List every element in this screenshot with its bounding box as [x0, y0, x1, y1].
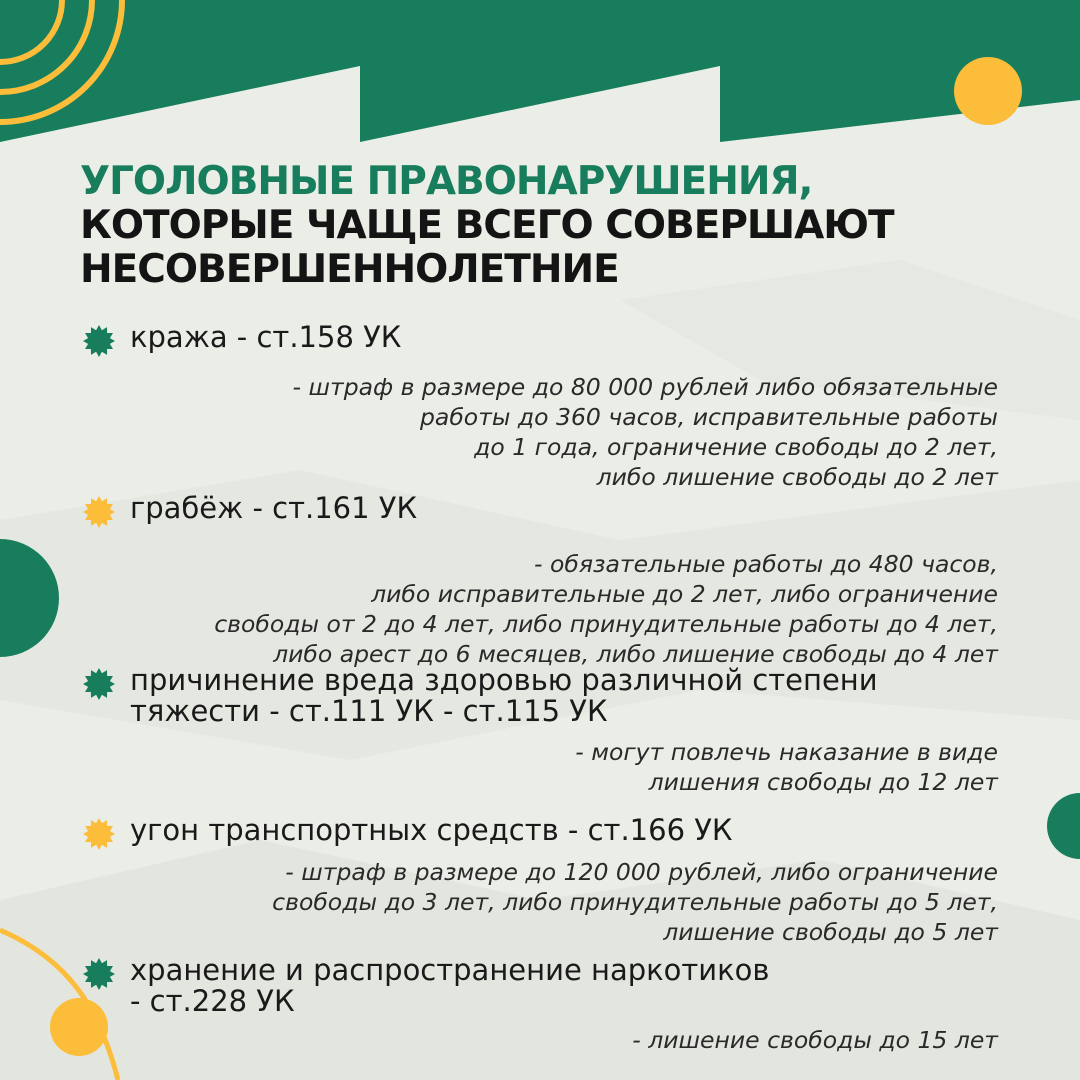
- desc-line: - обязательные работы до 480 часов,: [534, 550, 998, 578]
- item-description: [82, 857, 1000, 947]
- page-title: [80, 160, 894, 292]
- item-label: [130, 322, 401, 353]
- item-label: [130, 665, 878, 727]
- title-line-1: УГОЛОВНЫЕ ПРАВОНАРУШЕНИЯ,: [80, 159, 813, 204]
- item-label-line: причинение вреда здоровью различной степени: [130, 663, 878, 697]
- desc-line: либо арест до 6 месяцев, либо лишение свободы до 4 лет: [273, 640, 998, 668]
- desc-line: - могут повлечь наказание в виде: [575, 738, 998, 766]
- title-line-2: КОТОРЫЕ ЧАЩЕ ВСЕГО СОВЕРШАЮТ: [80, 203, 894, 248]
- green-starburst-icon: [82, 324, 116, 358]
- item-label-line: угон транспортных средств - ст.166 УК: [130, 813, 733, 847]
- item-label-line: грабёж - ст.161 УК: [130, 491, 418, 525]
- item-label-line: кража - ст.158 УК: [130, 320, 402, 354]
- desc-line: лишения свободы до 12 лет: [648, 768, 998, 796]
- yellow-circle-top-right: [954, 57, 1022, 125]
- desc-line: до 1 года, ограничение свободы до 2 лет,: [474, 433, 998, 461]
- green-circle-right: [1047, 793, 1080, 859]
- green-circle-left: [0, 539, 59, 657]
- top-green-band: [0, 0, 1080, 142]
- item-label: [130, 493, 417, 524]
- item-label: [130, 955, 770, 1017]
- item-label: [130, 815, 733, 846]
- item-description: [82, 737, 1000, 797]
- desc-line: - штраф в размере до 120 000 рублей, либо ограничение: [285, 858, 998, 886]
- desc-line: либо лишение свободы до 2 лет: [596, 463, 998, 491]
- green-starburst-icon: [82, 667, 116, 701]
- item-description: [82, 549, 1000, 669]
- list-item: [82, 322, 1000, 492]
- list-item: [82, 955, 1000, 1055]
- item-description: [82, 1025, 1000, 1055]
- list-item: [82, 815, 1000, 947]
- desc-line: лишение свободы до 5 лет: [663, 918, 998, 946]
- desc-line: свободы от 2 до 4 лет, либо принудительные работы до 4 лет,: [214, 610, 998, 638]
- list-item: [82, 493, 1000, 669]
- desc-line: - штраф в размере до 80 000 рублей либо обязательные: [292, 373, 998, 401]
- item-label-line: тяжести - ст.111 УК - ст.115 УК: [130, 694, 608, 728]
- yellow-starburst-icon: [82, 817, 116, 851]
- yellow-starburst-icon: [82, 495, 116, 529]
- desc-line: либо исправительные до 2 лет, либо ограничение: [371, 580, 998, 608]
- item-description: [82, 372, 1000, 492]
- item-label-line: - ст.228 УК: [130, 984, 295, 1018]
- title-line-3: НЕСОВЕРШЕННОЛЕТНИЕ: [80, 247, 619, 292]
- list-item: [82, 665, 1000, 797]
- desc-line: - лишение свободы до 15 лет: [632, 1026, 998, 1054]
- green-starburst-icon: [82, 957, 116, 991]
- item-label-line: хранение и распространение наркотиков: [130, 953, 770, 987]
- desc-line: работы до 360 часов, исправительные работы: [420, 403, 998, 431]
- desc-line: свободы до 3 лет, либо принудительные работы до 5 лет,: [272, 888, 998, 916]
